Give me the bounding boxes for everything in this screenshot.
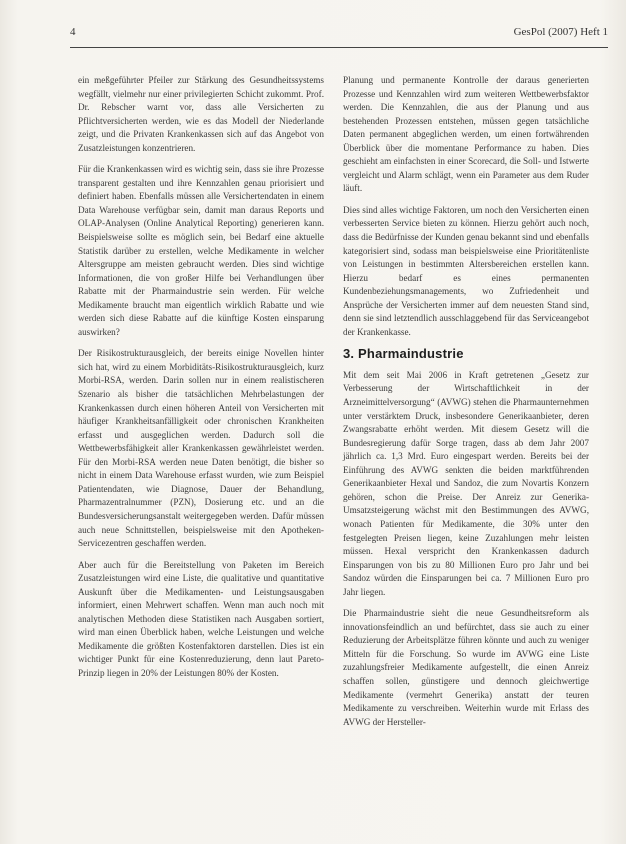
paragraph: ein meßgeführter Pfeiler zur Stärkung des Gesundheitssystems wegfällt, vielmehr nur einer privilegierten Schicht zukommt. Prof. Dr. Rebscher warnt vor, dass alle Versicherten zu Pflichtversicherten werden, wie es das Modell der Niederlande zeigt, und die Privaten Krankenkassen sich auf das Angebot von Zusatzleistungen konzentrieren.	[78, 75, 324, 153]
journal-reference: GesPol (2007) Heft 1	[513, 26, 608, 38]
section-heading: 3. Pharmaindustrie	[343, 346, 464, 362]
paragraph: Dies sind alles wichtige Faktoren, um noch den Versicherten einen verbesserten Service bieten zu können. Hierzu gehört auch noch, dass die Bedürfnisse der Kunden genau bekannt sind und ebenfalls kategorisiert sind, sodass man beispielsweise eine Prioritätenliste von Leistungen in bestimmten Altersbereichen erstellen kann. Hierzu bedarf es eines permanenten Kundenbeziehungsmanagements, wo Zufriedenheit und Ansprüche der Versicherten immer auf dem neuesten Stand sind, denn sie sind letztendlich ausschlaggebend für das Serviceangebot der Krankenkasse.	[343, 204, 589, 337]
paragraph: Aber auch für die Bereitstellung von Paketen im Bereich Zusatzleistungen wird eine Liste, die qualitative und quantitative Auskunft über die Medikamenten- und Leistungsausgaben informiert, einen Mehrwert schaffen. Wenn man auch noch mit analytischen Methoden diese Statistiken nach Ausgaben sortiert, wird man einen Überblick haben, welche Leistungen und welche Medikamente die größten Kostenfaktoren darstellen. Dies ist ein wichtiger Punkt für eine Kostenreduzierung, denn laut Pareto-Prinzip liegen in 20% der Leistungen 80% der Kosten.	[78, 559, 324, 678]
left-column	[78, 74, 324, 689]
paragraph: Die Pharmaindustrie sieht die neue Gesundheitsreform als innovationsfeindlich an und befürchtet, dass sie auch zu einer Reduzierung der Arbeitsplätze führen könnte und auch zu weniger Mitteln für die Forschung. So wurde im AVWG eine Liste zuzahlungsfreier Medikamente aufgestellt, die einen Anreiz schaffen sollen, günstigere und dennoch gleichwertige Medikamente (vermehrt Generika) anstatt der teuren Medikamente zu verschreiben. Weiterhin wurde mit Erlass des AVWG der Hersteller-	[343, 608, 589, 727]
page-header	[70, 24, 608, 44]
paragraph: Der Risikostrukturausgleich, der bereits einige Novellen hinter sich hat, wird zu einem Morbiditäts-Risikostrukturausgleich, kurz Morbi-RSA, werden. Darin sollen nur in einem realistischeren Szenario als bisher die tatsächlichen Mehrbelastungen der Krankenkassen durch einen höheren Anteil von Versicherten mit häufiger Krankheitsanfälligkeit oder chronischen Krankheiten erfasst und ausgeglichen werden. Dadurch soll die Wettbewerbsfähigkeit aller Krankenkassen gewährleistet werden. Für den Morbi-RSA werden neue Daten benötigt, die bisher so nicht in einem Data Warehouse erfasst wurden, wie zum Beispiel Patientendaten, wie Diagnose, Dauer der Behandlung, Pharmazentralnummer (PZN), Dosierung etc. und an die Bundesversicherungsanstalt weitergegeben werden. Dafür müssen auch neue Schnittstellen, beispielsweise mit den Apotheken-Servicezentren geschaffen werden.	[78, 348, 324, 549]
right-column	[343, 74, 589, 737]
paragraph: Für die Krankenkassen wird es wichtig sein, dass sie ihre Prozesse transparent gestalten und ihre Kennzahlen genau priorisiert und definiert haben. Ebenfalls müssen alle Versichertendaten in einem Data Warehouse verfügbar sein, damit man daraus Reports und OLAP-Analysen (Online Analytical Reporting) generieren kann. Beispielsweise sollte es möglich sein, bei Bedarf eine aktuelle Statistik darüber zu erstellen, welche Medikamente in welcher Altersgruppe am meisten gebraucht werden. Dies sind wichtige Informationen, die von großer Hilfe bei Verhandlungen über Rabatte mit der Pharmaindustrie sein werden. Für welche Medikamente braucht man eigentlich wirklich Rabatte und wie werden sich diese Rabatte auf die künftige Kosten einsparung auswirken?	[78, 164, 324, 337]
paragraph: Mit dem seit Mai 2006 in Kraft getretenen „Gesetz zur Verbesserung der Wirtschaftlichkeit in der Arzneimittelversorgung“ (AVWG) stehen die Pharmaunternehmen unter verstärktem Druck, insbesondere Generikaanbieter, deren Zwangsrabatte erhöht werden. Mit diesem Gesetz will die Bundesregierung dafür Sorge tragen, dass ab dem Jahr 2007 jährlich ca. 1,3 Mrd. Euro eingespart werden. Bereits bei der Einführung des AVWG senkten die beiden marktführenden Generikaanbieter Hexal und Sandoz, die zum Novartis Konzern gehören, schon die Preise. Der Anreiz zur Generika-Umsatzsteigerung wächst mit den Bestimmungen des AVWG, wonach Patienten für Medikamente, die 30% unter den festgelegten Preisen liegen, keine Zuzahlungen mehr leisten müssen. Hexal verspricht den Krankenkassen dadurch Einsparungen von bis zu 80 Millionen Euro pro Jahr und bei Sandoz würden die Einsparungen bei ca. 7 Millionen Euro pro Jahr liegen.	[343, 369, 589, 597]
paragraph: Planung und permanente Kontrolle der daraus generierten Prozesse und Kennzahlen wird zum weiteren Wettbewerbsfaktor werden. Die Kennzahlen, die aus der Planung und aus bestehenden Prozessen entstehen, müssen gegen tatsächliche Daten permanent abgeglichen werden, um einen fortwährenden Überblick über die momentane Performance zu haben. Dies geschieht am einfachsten in einer Scorecard, die Soll- und Istwerte vergleicht und Alarm schlägt, wenn ein Parameter aus dem Ruder läuft.	[343, 75, 589, 194]
header-rule	[70, 47, 608, 48]
page-number: 4	[70, 26, 76, 38]
